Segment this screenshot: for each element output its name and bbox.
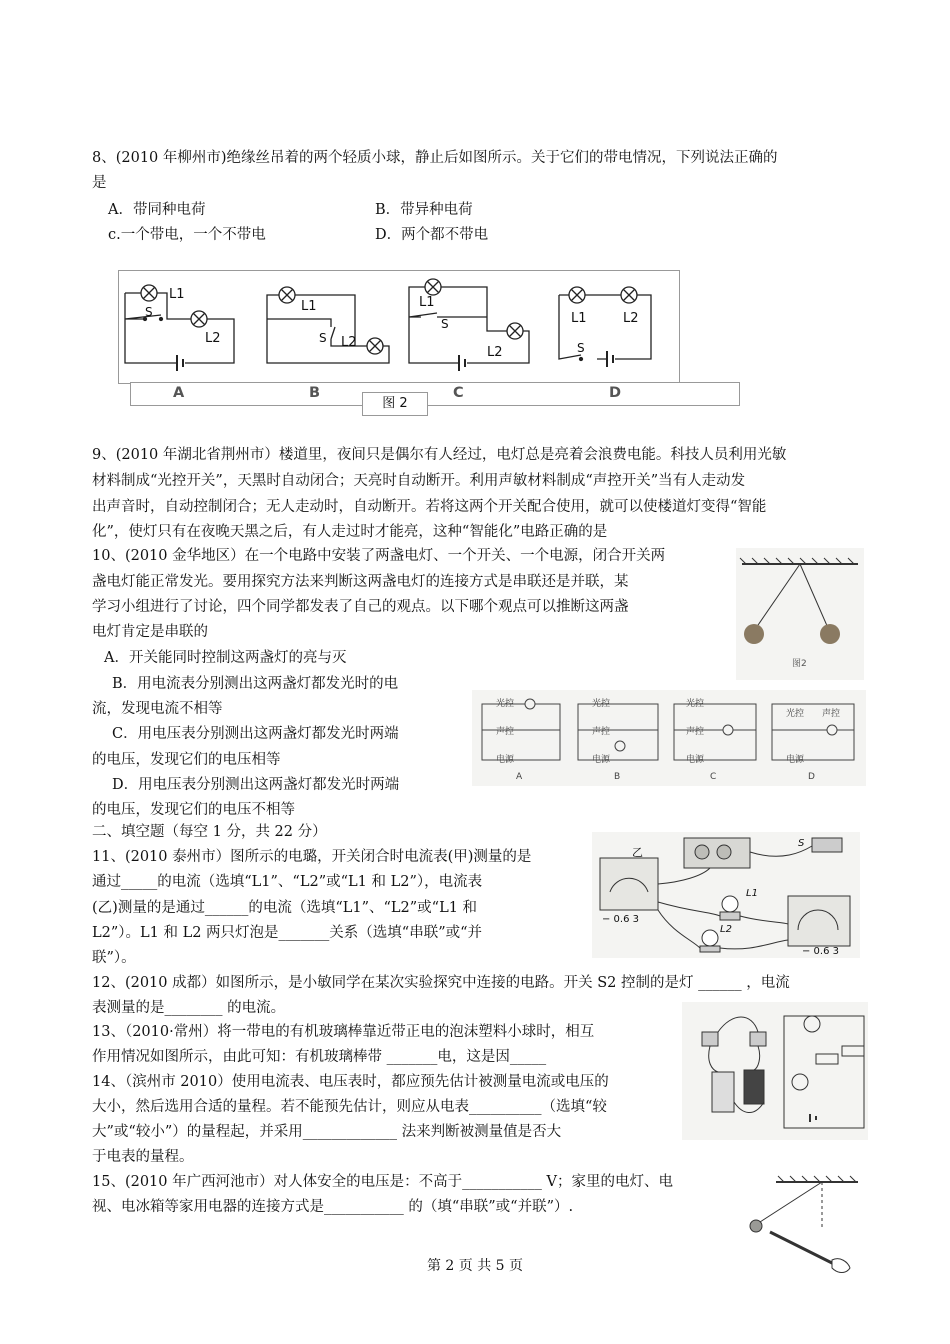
q8-option-b: B．带异种电荷 xyxy=(375,202,473,218)
label-l2-a: L2 xyxy=(205,331,221,346)
label-l1-d: L1 xyxy=(571,311,587,326)
meters-s-label: S xyxy=(798,838,805,849)
label-l2-b: L2 xyxy=(341,335,357,350)
circuit-figure xyxy=(118,270,680,384)
q10-option-c2: 的电压，发现它们的电压相等 xyxy=(92,752,281,768)
q9-line4: 化”，使灯只有在夜晚天黑之后，有人走过时才能亮，这种“智能化”电路正确的是 xyxy=(92,524,608,540)
q10-line1: 10、(2010 金华地区）在一个电路中安装了两盏电灯、一个开关、一个电源，闭合开关两 xyxy=(92,548,666,564)
q8-option-a: A．带同种电荷 xyxy=(108,202,206,218)
meters-l1-label: L1 xyxy=(746,888,758,899)
q14-line3: 大”或“较小”）的量程起，并采用_____________ 法来判断被测量值是否大 xyxy=(92,1124,562,1140)
label-s-c: S xyxy=(441,317,449,331)
switch-a-power: 电源 xyxy=(496,755,515,765)
q11-line5: 联”）。 xyxy=(92,950,136,966)
meter-yi-label: 乙 xyxy=(632,846,643,859)
q14-line2: 大小，然后选用合适的量程。若不能预先估计，则应从电表__________（选填“较 xyxy=(92,1099,607,1115)
q10-option-b2: 流，发现电流不相等 xyxy=(92,701,223,717)
q10-option-d1: D．用电压表分别测出这两盏灯都发光时两端 xyxy=(112,777,400,793)
circuit-c xyxy=(409,279,529,371)
circuit-label-c: C xyxy=(453,385,464,401)
meter-scale-right: − 0.6 3 xyxy=(802,946,840,957)
q11-line3: (乙)测量的是通过______的电流（选填“L1”、“L2”或“L1 和 xyxy=(92,900,478,916)
q14-line1: 14、（滨州市 2010）使用电流表、电压表时，都应预先估计被测量电流或电压的 xyxy=(92,1074,609,1090)
q12-line1: 12、(2010 成都）如图所示，是小敏同学在某次实验探究中连接的电路。开关 S2 控制的是灯 ______ ，电流 xyxy=(92,975,790,991)
switch-b-power: 电源 xyxy=(592,755,611,765)
switch-c-sound: 声控 xyxy=(686,727,705,737)
circuit-d xyxy=(559,287,651,367)
q10-option-c1: C．用电压表分别测出这两盏灯都发光时两端 xyxy=(112,726,399,742)
q15-line1: 15、(2010 年广西河池市）对人体安全的电压是：不高于___________ V；家里的电灯、电 xyxy=(92,1174,673,1190)
q15-line2: 视、电冰箱等家用电器的连接方式是___________ 的（填“串联”或“并联”）. xyxy=(92,1199,574,1215)
q9-line1: 9、(2010 年湖北省荆州市）楼道里，夜间只是偶尔有人经过，电灯总是亮着会浪费电能。科技人员利用光敏 xyxy=(92,447,787,463)
q10-option-b1: B．用电流表分别测出这两盏灯都发光时的电 xyxy=(112,676,399,692)
switch-b-light: 光控 xyxy=(592,699,611,709)
switch-a-sound: 声控 xyxy=(496,727,515,737)
label-l2-c: L2 xyxy=(487,345,503,360)
switch-label-c: C xyxy=(710,772,717,782)
meters-l2-label: L2 xyxy=(720,924,732,935)
label-l1-b: L1 xyxy=(301,299,317,314)
q14-line4: 于电表的量程。 xyxy=(92,1149,194,1165)
figure-caption: 图 2 xyxy=(362,392,428,416)
switch-label-d: D xyxy=(808,772,815,782)
label-s-d: S xyxy=(577,341,585,355)
switch-d-sound: 声控 xyxy=(822,709,841,719)
label-s-a: S xyxy=(145,305,153,319)
label-l2-d: L2 xyxy=(623,311,639,326)
q8-line2: 是 xyxy=(92,175,107,191)
circuit-label-a: A xyxy=(173,385,185,401)
q11-line1: 11、(2010 泰州市）图所示的电璐，开关闭合时电流表(甲)测量的是 xyxy=(92,849,532,865)
circuit-label-b: B xyxy=(309,385,321,401)
q10-line4: 电灯肯定是串联的 xyxy=(92,624,208,640)
q8-line1: 8、(2010 年柳州市)绝缘丝吊着的两个轻质小球，静止后如图所示。关于它们的带电情况，下列说法正确的 xyxy=(92,150,778,166)
q11-line4: L2”）。L1 和 L2 两只灯泡是_______关系（选填“串联”或“并 xyxy=(92,925,483,941)
q10-option-d2: 的电压，发现它们的电压不相等 xyxy=(92,802,295,818)
section-heading: 二、填空题（每空 1 分，共 22 分） xyxy=(92,824,327,840)
q9-line2: 材料制成“光控开关”，天黑时自动闭合；天亮时自动断开。利用声敏材料制成“声控开关”当有人走动发 xyxy=(92,473,746,489)
q12-line2: 表测量的是________ 的电流。 xyxy=(92,1000,286,1016)
q9-line3: 出声音时，自动控制闭合；无人走动时，自动断开。若将这两个开关配合使用，就可以使楼道灯变得“智能 xyxy=(92,499,767,515)
page-footer: 第 2 页 共 5 页 xyxy=(426,1258,524,1274)
switch-d-power: 电源 xyxy=(786,755,805,765)
q8-option-c: c.一个带电，一个不带电 xyxy=(108,227,266,243)
label-s-b: S xyxy=(319,331,327,345)
q10-option-a: A．开关能同时控制这两盏灯的亮与灭 xyxy=(104,650,347,666)
switch-d-light: 光控 xyxy=(786,709,805,719)
label-l1-c: L1 xyxy=(419,295,435,310)
switch-c-light: 光控 xyxy=(686,699,705,709)
q11-line2: 通过_____的电流（选填“L1”、“L2”或“L1 和 L2”），电流表 xyxy=(92,874,483,890)
q10-line3: 学习小组进行了讨论，四个同学都发表了自己的观点。以下哪个观点可以推断这两盏 xyxy=(92,599,629,615)
label-l1-a: L1 xyxy=(169,287,185,302)
switch-label-a: A xyxy=(516,772,523,782)
switch-label-b: B xyxy=(614,772,621,782)
switch-c-power: 电源 xyxy=(686,755,705,765)
meter-scale-left: − 0.6 3 xyxy=(602,914,640,925)
switch-a-light: 光控 xyxy=(496,699,515,709)
q13-line2: 作用情况如图所示，由此可知：有机玻璃棒带 _______电，这是因_____ xyxy=(92,1049,547,1065)
switch-circuit-figure xyxy=(472,690,866,786)
switch-b-sound: 声控 xyxy=(592,727,611,737)
pendulum-caption: 图2 xyxy=(792,659,807,669)
circuit-b xyxy=(267,287,389,363)
circuit-label-d: D xyxy=(609,385,622,401)
meters-figure xyxy=(592,832,860,958)
circuit-label-bar xyxy=(130,382,740,406)
pendulum-figure xyxy=(736,548,864,680)
experiment-circuit-figure xyxy=(682,1002,868,1140)
q10-line2: 盏电灯能正常发光。要用探究方法来判断这两盏电灯的连接方式是串联还是并联，某 xyxy=(92,574,629,590)
q8-option-d: D．两个都不带电 xyxy=(375,227,489,243)
q13-line1: 13、（2010·常州）将一带电的有机玻璃棒靠近带正电的泡沫塑料小球时，相互 xyxy=(92,1024,595,1040)
